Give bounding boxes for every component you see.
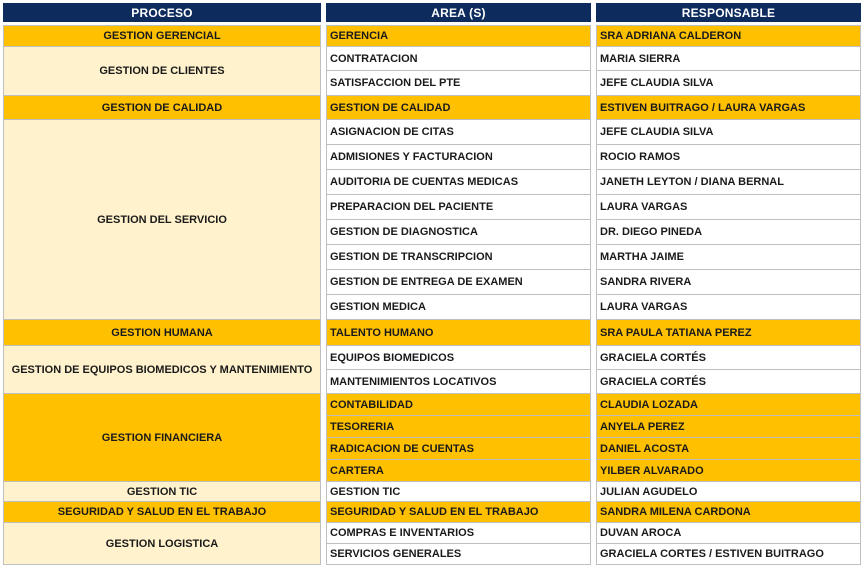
- proceso-cell: GESTION LOGISTICA: [3, 522, 321, 565]
- proceso-column: [3, 3, 321, 565]
- proceso-cell: GESTION DEL SERVICIO: [3, 119, 321, 320]
- area-column: [326, 3, 591, 565]
- responsable-cell: ANYELA PEREZ: [596, 415, 861, 438]
- responsable-cell: DANIEL ACOSTA: [596, 437, 861, 460]
- responsable-cell: SANDRA RIVERA: [596, 269, 861, 295]
- responsable-cell: JEFE CLAUDIA SILVA: [596, 119, 861, 145]
- area-cell: CONTABILIDAD: [326, 393, 591, 416]
- proceso-cell: SEGURIDAD Y SALUD EN EL TRABAJO: [3, 501, 321, 523]
- area-cell: CARTERA: [326, 459, 591, 482]
- area-cell: PREPARACION DEL PACIENTE: [326, 194, 591, 220]
- area-cell: TESORERIA: [326, 415, 591, 438]
- responsable-cell: JEFE CLAUDIA SILVA: [596, 70, 861, 96]
- responsable-cell: CLAUDIA LOZADA: [596, 393, 861, 416]
- responsable-cell: SANDRA MILENA CARDONA: [596, 501, 861, 523]
- responsable-cell: MARIA SIERRA: [596, 46, 861, 71]
- proceso-cell: GESTION DE EQUIPOS BIOMEDICOS Y MANTENIMIENTO: [3, 345, 321, 394]
- responsable-cell: GRACIELA CORTÉS: [596, 369, 861, 394]
- responsable-cell: JANETH LEYTON / DIANA BERNAL: [596, 169, 861, 195]
- proceso-cell: GESTION GERENCIAL: [3, 25, 321, 47]
- proceso-cell: GESTION FINANCIERA: [3, 393, 321, 482]
- proceso-header: PROCESO: [3, 3, 321, 22]
- responsable-cell: JULIAN AGUDELO: [596, 481, 861, 502]
- proceso-cell: GESTION DE CLIENTES: [3, 46, 321, 96]
- area-header: AREA (S): [326, 3, 591, 22]
- responsable-cell: DR. DIEGO PINEDA: [596, 219, 861, 245]
- responsable-cell: ROCIO RAMOS: [596, 144, 861, 170]
- responsable-cell: LAURA VARGAS: [596, 294, 861, 320]
- proceso-cell: GESTION DE CALIDAD: [3, 95, 321, 120]
- area-cell: GESTION MEDICA: [326, 294, 591, 320]
- area-cell: AUDITORIA DE CUENTAS MEDICAS: [326, 169, 591, 195]
- area-cell: SEGURIDAD Y SALUD EN EL TRABAJO: [326, 501, 591, 523]
- area-cell: GESTION DE CALIDAD: [326, 95, 591, 120]
- responsable-cell: ESTIVEN BUITRAGO / LAURA VARGAS: [596, 95, 861, 120]
- area-cell: COMPRAS E INVENTARIOS: [326, 522, 591, 544]
- responsable-cell: SRA PAULA TATIANA PEREZ: [596, 319, 861, 346]
- proceso-cell: GESTION HUMANA: [3, 319, 321, 346]
- responsable-cell: YILBER ALVARADO: [596, 459, 861, 482]
- area-cell: CONTRATACION: [326, 46, 591, 71]
- proceso-cell: GESTION TIC: [3, 481, 321, 502]
- responsable-header: RESPONSABLE: [596, 3, 861, 22]
- responsable-cell: GRACIELA CORTES / ESTIVEN BUITRAGO: [596, 543, 861, 565]
- area-cell: MANTENIMIENTOS LOCATIVOS: [326, 369, 591, 394]
- responsable-cell: SRA ADRIANA CALDERON: [596, 25, 861, 47]
- responsable-cell: DUVAN AROCA: [596, 522, 861, 544]
- area-cell: GESTION DE ENTREGA DE EXAMEN: [326, 269, 591, 295]
- area-cell: GESTION TIC: [326, 481, 591, 502]
- area-cell: SATISFACCION DEL PTE: [326, 70, 591, 96]
- responsable-cell: MARTHA JAIME: [596, 244, 861, 270]
- area-cell: EQUIPOS BIOMEDICOS: [326, 345, 591, 370]
- area-cell: RADICACION DE CUENTAS: [326, 437, 591, 460]
- area-cell: GESTION DE TRANSCRIPCION: [326, 244, 591, 270]
- area-cell: GERENCIA: [326, 25, 591, 47]
- responsable-column: [596, 3, 861, 565]
- area-cell: TALENTO HUMANO: [326, 319, 591, 346]
- area-cell: ASIGNACION DE CITAS: [326, 119, 591, 145]
- area-cell: GESTION DE DIAGNOSTICA: [326, 219, 591, 245]
- responsable-cell: LAURA VARGAS: [596, 194, 861, 220]
- area-cell: ADMISIONES Y FACTURACION: [326, 144, 591, 170]
- area-cell: SERVICIOS GENERALES: [326, 543, 591, 565]
- responsable-cell: GRACIELA CORTÉS: [596, 345, 861, 370]
